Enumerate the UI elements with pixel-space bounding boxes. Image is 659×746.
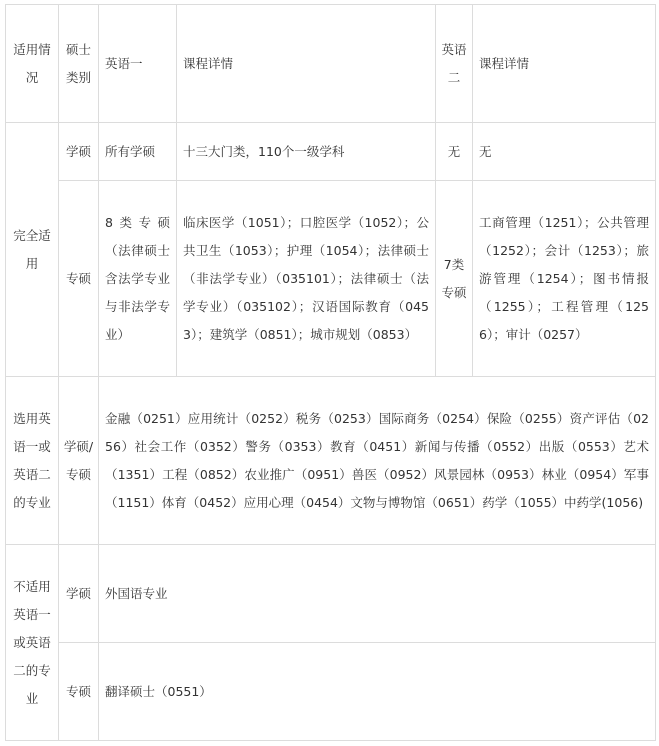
full-academic-english1: 所有学硕 [99, 123, 177, 181]
not-applicable-academic-type: 学硕 [59, 545, 99, 643]
full-academic-row [6, 123, 656, 181]
full-academic-english2: 无 [436, 123, 473, 181]
header-row [6, 5, 656, 123]
full-academic-details2: 无 [473, 123, 656, 181]
not-applicable-professional-type: 专硕 [59, 643, 99, 741]
optional-details: 金融（0251）应用统计（0252）税务（0253）国际商务（0254）保险（0255）资产评估（0256）社会工作（0352）警务（0353）教育（0451）新闻与传播（0552）出版（0553）艺术（1351）工程（0852）农业推广（0951）兽医（0952）风景园林（0953）林业（0954）军事（1151）体育（0452）应用心理（0454）文物与博物馆（0651）药学（1055）中药学(1056) [99, 377, 656, 545]
full-academic-details1: 十三大门类，110个一级学科 [177, 123, 436, 181]
optional-type: 学硕/专硕 [59, 377, 99, 545]
full-professional-english2: 7类专硕 [436, 181, 473, 377]
full-professional-details1: 临床医学（1051）；口腔医学（1052）；公共卫生（1053）；护理（1054）；法律硕士（非法学专业）（035101）；法律硕士（法学专业）（035102）；汉语国际教育（0453）；建筑学（0851）；城市规划（0853） [177, 181, 436, 377]
not-applicable-academic-details: 外国语专业 [99, 545, 656, 643]
header-details1: 课程详情 [177, 5, 436, 123]
optional-applicable-label: 选用英语一或英语二的专业 [6, 377, 59, 545]
header-degree-type: 硕士类别 [59, 5, 99, 123]
full-professional-row [6, 181, 656, 377]
full-applicable-label: 完全适用 [6, 123, 59, 377]
header-applicable: 适用情况 [6, 5, 59, 123]
not-applicable-professional-details: 翻译硕士（0551） [99, 643, 656, 741]
full-academic-type: 学硕 [59, 123, 99, 181]
not-applicable-professional-row [6, 643, 656, 741]
exam-english-table [5, 4, 656, 741]
not-applicable-label: 不适用英语一或英语二的专业 [6, 545, 59, 741]
header-details2: 课程详情 [473, 5, 656, 123]
not-applicable-academic-row [6, 545, 656, 643]
header-english2: 英语二 [436, 5, 473, 123]
header-english1: 英语一 [99, 5, 177, 123]
optional-row [6, 377, 656, 545]
full-professional-english1: 8类专硕（法律硕士含法学专业与非法学专业） [99, 181, 177, 377]
full-professional-details2: 工商管理（1251）；公共管理（1252）；会计（1253）；旅游管理（1254）；图书情报（1255）；工程管理（1256）；审计（0257） [473, 181, 656, 377]
full-professional-type: 专硕 [59, 181, 99, 377]
